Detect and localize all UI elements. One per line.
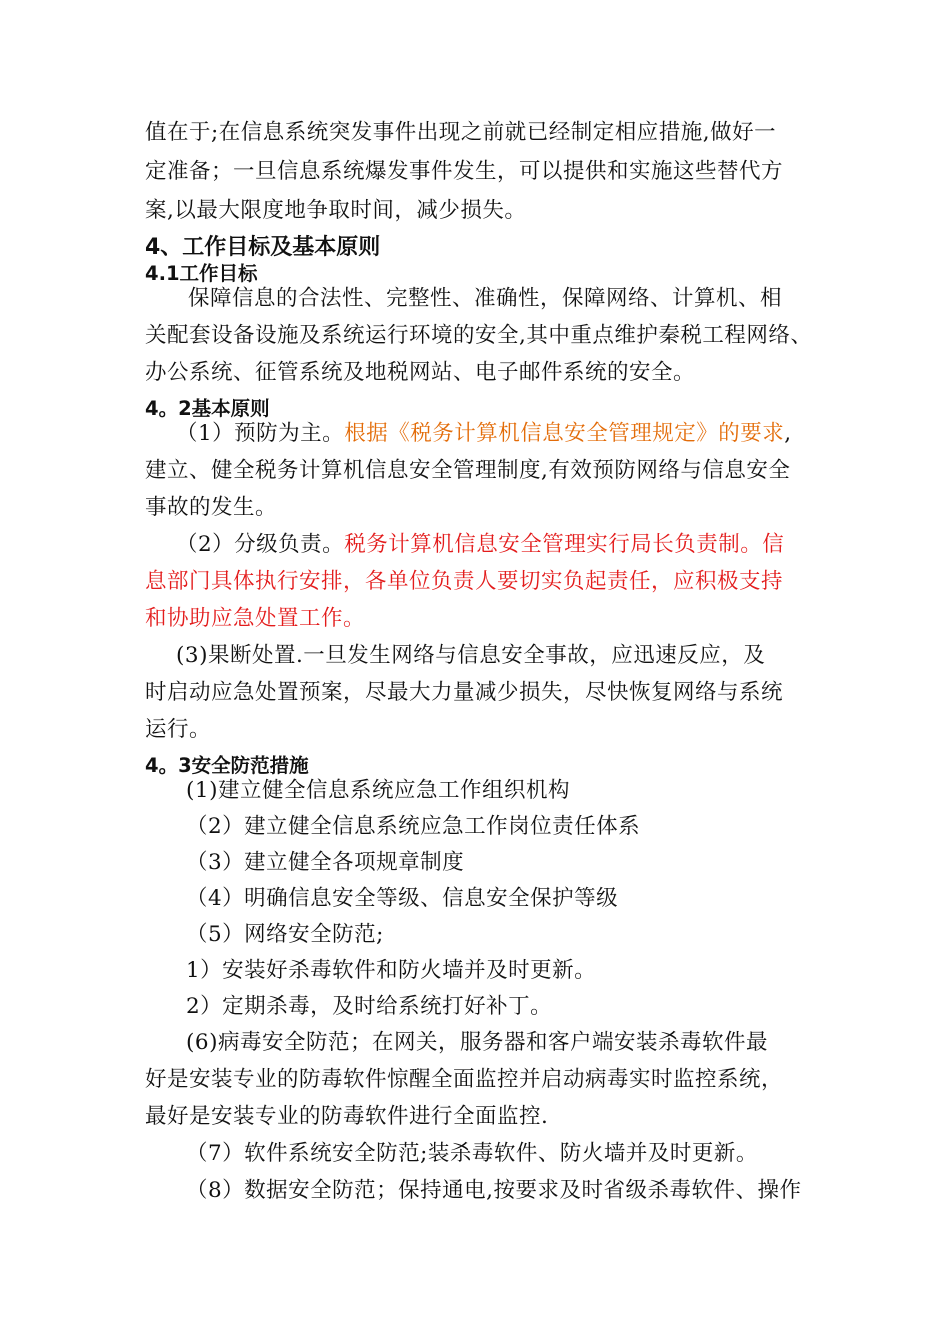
- principle-2-line-2: 息部门具体执行安排，各单位负责人要切实负起责任，应积极支持: [145, 569, 784, 594]
- s41-line-2: 关配套设备设施及系统运行环境的安全,其中重点维护秦税工程网络、: [145, 323, 813, 348]
- principle-2-line-1: [176, 530, 784, 560]
- principle-3-line-3: 运行。: [145, 717, 212, 742]
- principle-2-label: （2）分级负责。: [176, 532, 345, 557]
- measure-6-line-2: 好是安装专业的防毒软件惊醒全面监控并启动病毒实时监控系统，: [145, 1067, 784, 1092]
- intro-line-1: 值在于;在信息系统突发事件出现之前就已经制定相应措施,做好一: [145, 120, 777, 145]
- principle-1-label: （1）预防为主。: [176, 421, 345, 446]
- s41-line-1: 保障信息的合法性、完整性、准确性，保障网络、计算机、相: [188, 286, 783, 311]
- section-4-3-heading: 4。3安全防范措施: [145, 754, 309, 777]
- measure-8: （8）数据安全防范；保持通电,按要求及时省级杀毒软件、操作: [186, 1178, 802, 1203]
- measure-item: （4）明确信息安全等级、信息安全保护等级: [186, 886, 619, 911]
- principle-1-line-2: 建立、健全税务计算机信息安全管理制度,有效预防网络与信息安全: [145, 458, 791, 483]
- principle-3-line-2: 时启动应急处置预案，尽最大力量减少损失，尽快恢复网络与系统: [145, 680, 784, 705]
- intro-line-2: 定准备；一旦信息系统爆发事件发生，可以提供和实施这些替代方: [145, 159, 784, 184]
- intro-line-3: 案,以最大限度地争取时间，减少损失。: [145, 198, 527, 223]
- section-4-2-heading: 4。2基本原则: [145, 397, 270, 420]
- measure-subitem: 2）定期杀毒，及时给系统打好补丁。: [186, 994, 553, 1019]
- principle-2-highlight: 税务计算机信息安全管理实行局长负责制。信: [344, 532, 785, 557]
- section-4-heading: 4、工作目标及基本原则: [145, 235, 381, 260]
- measure-item: (1)建立健全信息系统应急工作组织机构: [186, 778, 570, 803]
- measure-item: （2）建立健全信息系统应急工作岗位责任体系: [186, 814, 641, 839]
- principle-3-line-1: (3)果断处置.一旦发生网络与信息安全事故，应迅速反应，及: [176, 643, 766, 668]
- measure-7: （7）软件系统安全防范;装杀毒软件、防火墙并及时更新。: [186, 1141, 758, 1166]
- measure-item: （3）建立健全各项规章制度: [186, 850, 465, 875]
- measure-subitem: 1）安装好杀毒软件和防火墙并及时更新。: [186, 958, 597, 983]
- section-4-1-heading: 4.1工作目标: [145, 262, 258, 285]
- measure-item: （5）网络安全防范;: [186, 922, 384, 947]
- principle-2-line-3: 和协助应急处置工作。: [145, 606, 366, 631]
- principle-1-highlight: 根据《税务计算机信息安全管理规定》的要求: [344, 421, 785, 446]
- measure-6-line-1: (6)病毒安全防范；在网关，服务器和客户端安装杀毒软件最: [186, 1030, 768, 1055]
- principle-1-line-1: [176, 419, 792, 449]
- principle-1-comma: ,: [784, 421, 792, 446]
- s41-line-3: 办公系统、征管系统及地税网站、电子邮件系统的安全。: [145, 360, 696, 385]
- principle-1-line-3: 事故的发生。: [145, 495, 278, 520]
- measure-6-line-3: 最好是安装专业的防毒软件进行全面监控.: [145, 1104, 549, 1129]
